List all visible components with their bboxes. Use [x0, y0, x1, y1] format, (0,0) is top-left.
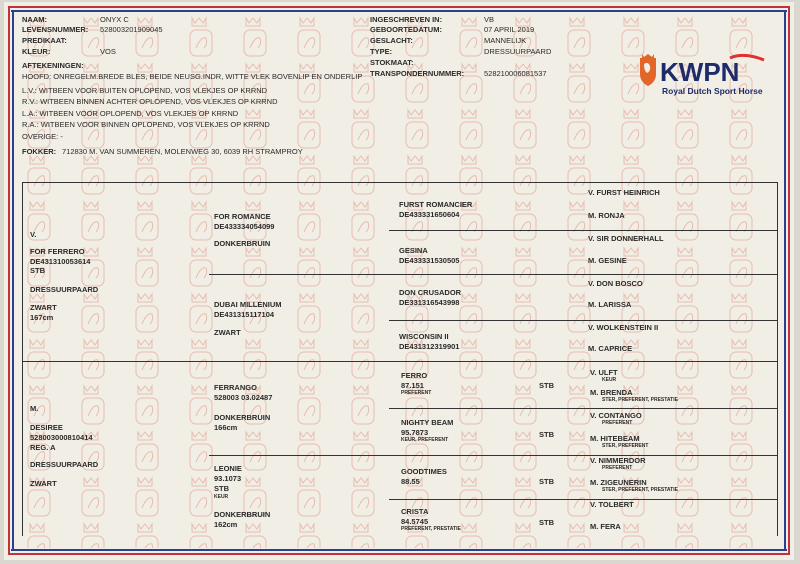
naam-value: ONYX C: [100, 15, 129, 24]
g2-height: 162cm: [214, 520, 238, 529]
aftekening-lv: L.V.: WITBEEN VOOR BUITEN OPLOPEND, VOS VLEKJES OP KRRND: [22, 86, 268, 95]
g3-line-3: [389, 408, 777, 409]
levensnummer-value: 528003201909045: [100, 25, 163, 34]
g3-name: FURST ROMANCIER: [399, 200, 473, 209]
naam-label: NAAM:: [22, 15, 47, 24]
g3-number: 87.151: [401, 381, 424, 390]
g4-pred: KEUR: [602, 377, 617, 383]
g3-name: NIGHTY BEAM: [401, 418, 454, 427]
g2-number: DE433334054099: [214, 222, 275, 231]
g3-pred: PREFERENT: [401, 390, 432, 396]
aftekening-overige: OVERIGE: -: [22, 132, 63, 141]
pedigree-left-line: [22, 182, 23, 536]
border-blue-right: [784, 10, 786, 551]
g4-pred: STER, PREFERENT, PRESTATIE: [602, 397, 678, 403]
g4-pred: PREFERENT: [602, 420, 633, 426]
kwpn-logo: [634, 50, 774, 100]
aftekeningen-label: AFTEKENINGEN:: [22, 61, 84, 70]
sire-type: DRESSUURPAARD: [30, 285, 99, 294]
g3-reg: STB: [539, 518, 554, 527]
lion-crest-icon: [640, 54, 656, 86]
geboortedatum-label: GEBOORTEDATUM:: [370, 25, 442, 34]
sire-reg: STB: [30, 266, 45, 275]
g2-line-2: [209, 455, 777, 456]
g3-number: 84.5745: [401, 517, 429, 526]
aftekening-la: L.A.: WITBEEN VOOR OPLOPEND, VOS VLEKJES OP KRRND: [22, 109, 239, 118]
border-red-right: [788, 6, 790, 555]
g3-line-2: [389, 320, 777, 321]
type-label: TYPE:: [370, 47, 393, 56]
g2-name: DUBAI MILLENIUM: [214, 300, 282, 309]
g4-name: V. DON BOSCO: [588, 279, 643, 288]
border-red-bottom: [8, 553, 790, 555]
geslacht-label: GESLACHT:: [370, 36, 413, 45]
g3-reg: STB: [539, 477, 554, 486]
g2-color: DONKERBRUIN: [214, 510, 271, 519]
border-blue-top: [11, 10, 787, 12]
g4-name: M. HITEBEAM: [590, 434, 640, 443]
dam-name: DESIREE: [30, 423, 63, 432]
g3-name: CRISTA: [401, 507, 429, 516]
stokmaat-label: STOKMAAT:: [370, 58, 414, 67]
g3-line-1: [389, 230, 777, 231]
g4-name: V. ULFT: [590, 368, 618, 377]
transponder-value: 528210006081537: [484, 69, 547, 78]
g3-reg: STB: [539, 381, 554, 390]
ingeschreven-value: VB: [484, 15, 495, 24]
dam-tag: M.: [30, 404, 39, 413]
g3-pred: PREFERENT, PRESTATIE: [401, 526, 461, 532]
g4-name: M. CAPRICE: [588, 344, 633, 353]
dam-reg: REG. A: [30, 443, 56, 452]
g2-name: FERRANGO: [214, 383, 257, 392]
g2-pred: KEUR: [214, 494, 229, 500]
pedigree-top-line: [22, 182, 778, 183]
sire-tag: V.: [30, 230, 37, 239]
g3-line-4: [389, 499, 777, 500]
g3-pred: KEUR, PREFERENT: [401, 437, 449, 443]
g4-pred: PREFERENT: [602, 465, 633, 471]
border-blue-left: [12, 10, 14, 551]
g4-pred: STER, PREFERENT: [602, 443, 649, 449]
g3-number: 95.7873: [401, 428, 429, 437]
dam-color: ZWART: [30, 479, 57, 488]
sire-height: 167cm: [30, 313, 54, 322]
g2-reg: STB: [214, 484, 229, 493]
dam-number: 528003000810414: [30, 433, 93, 442]
g3-name: DON CRUSADOR: [399, 288, 462, 297]
pedigree-mid-line: [22, 361, 778, 362]
g4-name: M. ZIGEUNERIN: [590, 478, 647, 487]
g4-name: V. CONTANGO: [590, 411, 642, 420]
aftekening-ra: R.A.: WITBEEN VOOR BINNEN OPLOPEND, VOS VLEKJES OP KRRND: [22, 120, 270, 129]
g3-name: FERRO: [401, 371, 428, 380]
g3-number: DE331316543998: [399, 298, 460, 307]
g4-name: V. TOLBERT: [590, 500, 634, 509]
g2-number: 93.1073: [214, 474, 242, 483]
g3-number: DE431312319901: [399, 342, 460, 351]
geslacht-value: MANNELIJK: [484, 36, 527, 45]
border-red-top: [8, 6, 790, 8]
aftekening-hoofd: HOOFD: ONREGELM.BREDE BLES, BEIDE NEUSG.INDR, WITTE VLEK BOVENLIP EN ONDERLIP: [22, 72, 363, 81]
dam-type: DRESSUURPAARD: [30, 460, 99, 469]
g4-name: M. BRENDA: [590, 388, 633, 397]
g3-name: GOODTIMES: [401, 467, 447, 476]
fokker-value: 712830 M. VAN SUMMEREN, MOLENWEG 30, 6039 RH STRAMPROY: [62, 147, 303, 156]
type-value: DRESSUURPAARD: [484, 47, 552, 56]
g4-name: M. FERA: [590, 522, 621, 531]
levensnummer-label: LEVENSNUMMER:: [22, 25, 89, 34]
g3-number: DE433331650604: [399, 210, 460, 219]
g4-name: V. NIMMERDOR: [590, 456, 646, 465]
pedigree-certificate: [4, 2, 794, 560]
g2-number: DE431315117104: [214, 310, 275, 319]
fokker-label: FOKKER:: [22, 147, 57, 156]
g4-name: M. RONJA: [588, 211, 625, 220]
g4-name: M. GESINE: [588, 256, 627, 265]
transponder-label: TRANSPONDERNUMMER:: [370, 69, 465, 78]
g3-name: WISCONSIN II: [399, 332, 449, 341]
g2-color: DONKERBRUIN: [214, 239, 271, 248]
kleur-value: VOS: [100, 47, 116, 56]
g2-line-1: [209, 274, 777, 275]
g2-name: LEONIE: [214, 464, 242, 473]
g2-color: DONKERBRUIN: [214, 413, 271, 422]
g4-name: V. SIR DONNERHALL: [588, 234, 664, 243]
aftekening-rv: R.V.: WITBEEN BINNEN ACHTER OPLOPEND, VOS VLEKJES OP KRRND: [22, 97, 278, 106]
g2-number: 528003 03.02487: [214, 393, 273, 402]
geboortedatum-value: 07 APRIL 2019: [484, 25, 535, 34]
g2-color: ZWART: [214, 328, 241, 337]
g3-number: DE433331530505: [399, 256, 460, 265]
border-blue-bottom: [11, 549, 787, 551]
predikaat-label: PREDIKAAT:: [22, 36, 67, 45]
ingeschreven-label: INGESCHREVEN IN:: [370, 15, 443, 24]
sire-color: ZWART: [30, 303, 57, 312]
pedigree-right-line: [777, 182, 778, 536]
g2-name: FOR ROMANCE: [214, 212, 271, 221]
g4-name: V. FURST HEINRICH: [588, 188, 660, 197]
kleur-label: KLEUR:: [22, 47, 51, 56]
border-red-left: [8, 6, 10, 555]
g4-name: V. WOLKENSTEIN II: [588, 323, 659, 332]
g3-reg: STB: [539, 430, 554, 439]
sire-number: DE431310053614: [30, 257, 91, 266]
g3-number: 88.55: [401, 477, 420, 486]
g4-name: M. LARISSA: [588, 300, 632, 309]
g2-height: 166cm: [214, 423, 238, 432]
g4-pred: STER, PREFERENT, PRESTATIE: [602, 487, 678, 493]
g3-name: GESINA: [399, 246, 428, 255]
sire-name: FOR FERRERO: [30, 247, 85, 256]
logo-subtitle: Royal Dutch Sport Horse: [662, 86, 763, 96]
logo-text: KWPN: [660, 57, 740, 87]
